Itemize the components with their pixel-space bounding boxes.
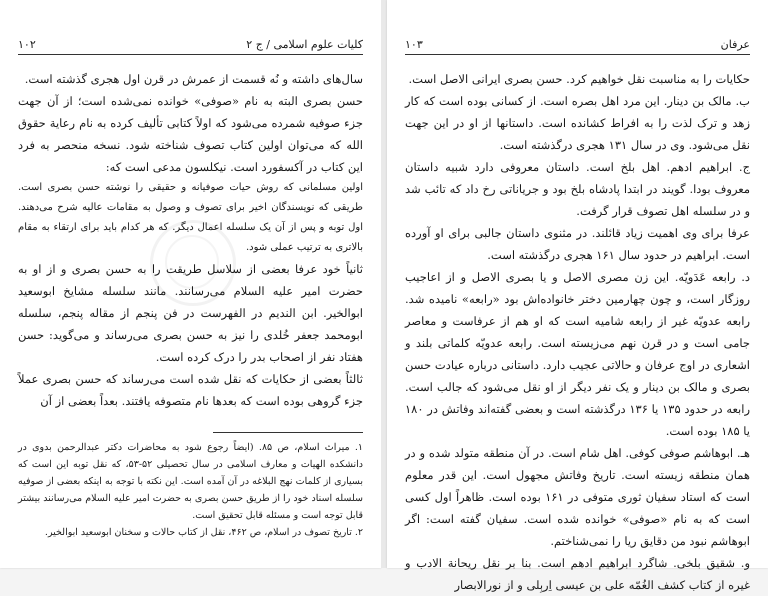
paragraph: و. شقیق بلخی. شاگرد ابراهیم ادهم است. بنا بر نقل ریحانة الادب و غیره از کتاب کشف الغُمّه علی بن عیسی اِربِلی و از نورالابصار: [405, 556, 750, 592]
left-page: [0, 0, 381, 568]
block-quote: اولین مسلمانی که روش حیات صوفیانه و حقیقی را نوشته حسن بصری است. طریقی که نویسندگان اخیر برای تصوف و وصول به مقامات عالیه شرح می‌دهند. اول توبه و پس از آن یک سلسله اعمال دیگر. که هر کدام باید برای ارتقاء به مقام بالاتری به ترتیب عملی شود.: [18, 182, 363, 253]
paragraph: سال‌های داشته و نُه قسمت از عمرش در قرن اول هجری گذشته است.: [24, 72, 363, 86]
right-page-number: ۱۰۳: [405, 38, 423, 51]
paragraph: عرفا برای وی اهمیت زیاد قائلند. در مثنوی داستان جالبی برای او آورده است. ابراهیم در حدود سال ۱۶۱ هجری درگذشته است.: [405, 226, 750, 262]
left-page-body: [18, 68, 363, 412]
paragraph: حکایات را به مناسبت نقل خواهیم کرد. حسن بصری ایرانی الاصل است.: [408, 72, 750, 86]
footnote-rule: [213, 432, 363, 433]
paragraph: ثالثاً بعضی از حکایات که نقل شده است می‌رساند که حسن بصری عملاً جزء گروهی بوده است که بعدها نام متصوفه یافتند. بعداً بعضی از آن: [18, 372, 363, 408]
paragraph: ثانیاً خود عرفا بعضی از سلاسل طریقت را به حسن بصری و از او به حضرت امیر علیه السلام می‌رسانند. مانند سلسله مشایخ ابوسعید ابوالخیر. ابن الندیم در الفهرست در فن پنجم از مقاله پنجم، سلسله ابومحمد جعفر خُلدی را نیز به حسن بصری می‌رساند و می‌گوید: حسن هفتاد نفر از اصحاب بدر را درک کرده است.: [18, 262, 363, 364]
left-page-number: ۱۰۲: [18, 38, 36, 51]
paragraph: هـ. ابوهاشم صوفی کوفی. اهل شام است. در آن منطقه متولد شده و در همان منطقه زیسته است. تاریخ وفاتش مجهول است. این قدر معلوم است که استاد سفیان ثوری متوفی در ۱۶۱ بوده است. ظاهراً اول کسی است که به نام «صوفی» خوانده شده است. سفیان گفته است: اگر ابوهاشم نبود من دقایق ریا را نمی‌شناختم.: [405, 446, 750, 548]
paragraph: د. رابعه عَدَویّه. این زن مصری الاصل و یا بصری الاصل و از اعاجیب روزگار است، و چون چهارمین دختر خانواده‌اش بود «رابعه» نامیده شد. رابعه عدویّه غیر از رابعه شامیه است که او هم از عرفاست و معاصر جامی است و در قرن نهم می‌زیسته است. رابعه عدویّه کلماتی بلند و اشعاری در اوج عرفان و حالاتی عجیب دارد. داستانی درباره عیادت حسن بصری و مالک بن دینار و یک نفر دیگر از او نقل می‌شود که جالب است. رابعه در حدود ۱۳۵ یا ۱۳۶ درگذشته است و بعضی گفته‌اند وفاتش در ۱۸۰ یا ۱۸۵ بوده است.: [405, 270, 751, 438]
left-footnotes: [18, 432, 363, 541]
right-page: [387, 0, 768, 592]
right-page-body: [405, 68, 750, 596]
footnote: ۲. تاریخ تصوف در اسلام، ص ۴۶۲، نقل از کتاب حالات و سخنان ابوسعید ابوالخیر.: [44, 527, 363, 538]
paragraph: ج. ابراهیم ادهم. اهل بلخ است. داستان معروفی دارد شبیه داستان معروف بودا. گویند در ابتدا پادشاه بلخ بود و جریاناتی رخ داد که تائب شد و در سلسله اهل تصوف قرار گرفت.: [405, 160, 750, 218]
right-running-header: [405, 38, 750, 55]
paragraph: ب. مالک بن دینار. این مرد اهل بصره است. از کسانی بوده است که کار زهد و ترک لذت را به افراط کشانده است. داستانها از او در این جهت نقل می‌شود. وی در سال ۱۳۱ هجری درگذشته است.: [405, 94, 750, 152]
left-header-title: کلیات علوم اسلامی / ج ۲: [246, 38, 363, 51]
right-header-title: عرفان: [720, 38, 750, 51]
footnote: ۱. میراث اسلام، ص ۸۵. (ایضاً رجوع شود به محاضرات دکتر عبدالرحمن بدوی در دانشکده الهیات و معارف اسلامی در سال تحصیلی ۵۲-۵۳، که نقل توبه این است که بسیاری از کلمات نهج البلاغه در آن آمده است. این نکته با توجه به اینکه بعضی از صوفیه سلسله اسناد خود را از طریق حسن بصری به حضرت امیر علیه السلام می‌رسانند بیشتر قابل توجه است و مسئله قابل تحقیق است.: [18, 442, 364, 521]
left-running-header: [18, 38, 363, 55]
paragraph: حسن بصری البته به نام «صوفی» خوانده نمی‌شده است؛ از آن جهت جزء صوفیه شمرده می‌شود که اولاً کتابی تألیف کرده به نام رعایة حقوق الله که می‌توان اولین کتاب تصوف شناخته شود. نسخه منحصر به فرد این کتاب در آکسفورد است. نیکلسون مدعی است که:: [18, 94, 363, 174]
